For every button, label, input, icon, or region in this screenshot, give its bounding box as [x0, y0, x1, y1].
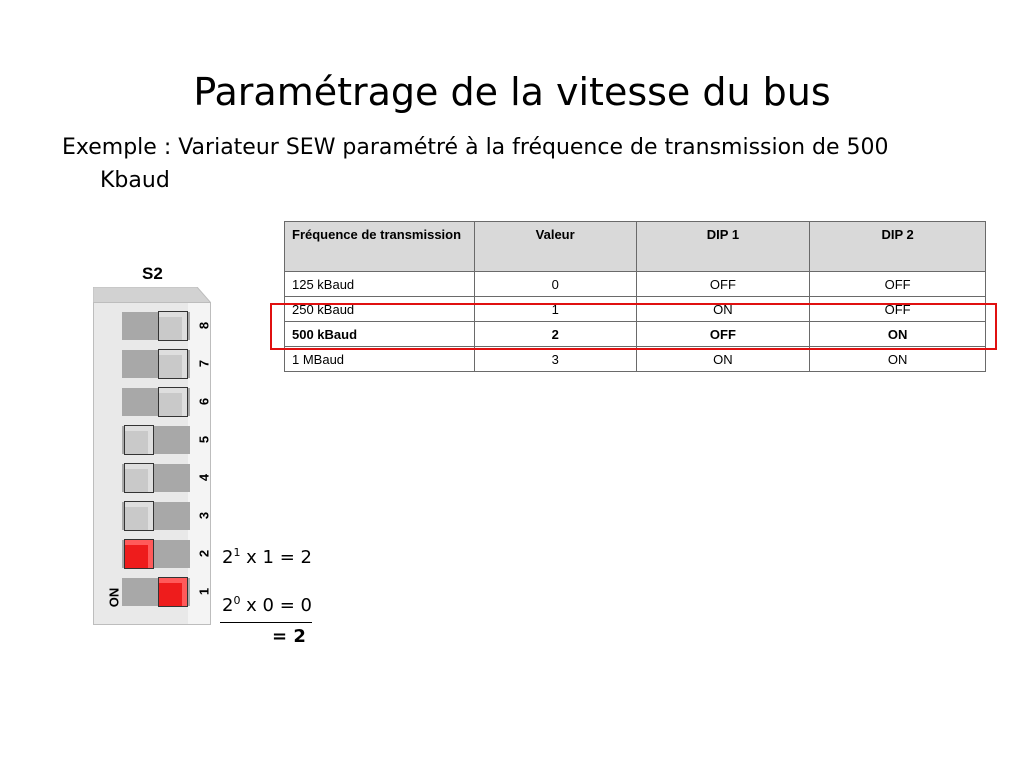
dip-number-7: 7: [196, 359, 212, 368]
on-label: ON: [106, 587, 122, 608]
header-frequence: Fréquence de transmission: [285, 222, 475, 272]
slide-title: Paramétrage de la vitesse du bus: [193, 70, 831, 114]
formula-1-rest: x 1 = 2: [240, 547, 312, 568]
subtitle-line-1: Exemple : Variateur SEW paramétré à la fréquence de transmission de 500: [62, 135, 889, 160]
cell-dip2: OFF: [810, 272, 986, 297]
table-row: [285, 272, 986, 297]
formula-2-rest: x 0 = 0: [240, 595, 312, 616]
formula-2-base: 2: [222, 595, 234, 616]
dip-switch-label: S2: [142, 264, 163, 283]
dip-number-3: 3: [196, 511, 212, 520]
dip-switch-top-bevel: [93, 287, 211, 303]
cell-dip2: ON: [810, 347, 986, 372]
cell-valeur: 0: [474, 272, 636, 297]
formula-line-1: [222, 546, 312, 568]
cell-dip2: OFF: [810, 297, 986, 322]
dip-knob-3: [124, 501, 154, 531]
dip-number-4: 4: [196, 473, 212, 482]
formula-1-base: 2: [222, 547, 234, 568]
dip-number-1: 1: [196, 587, 212, 596]
table-row: [285, 347, 986, 372]
table-header-row: [285, 222, 986, 272]
dip-knob-7: [158, 349, 188, 379]
cell-dip1: ON: [636, 347, 810, 372]
header-dip2: DIP 2: [810, 222, 986, 272]
header-valeur: Valeur: [474, 222, 636, 272]
formula-line-2: [222, 594, 312, 616]
formula-2-exp: 0: [233, 594, 241, 607]
dip-number-2: 2: [196, 549, 212, 558]
cell-frequence: 250 kBaud: [285, 297, 475, 322]
cell-valeur: 2: [474, 322, 636, 347]
cell-frequence: 500 kBaud: [285, 322, 475, 347]
cell-valeur: 1: [474, 297, 636, 322]
dip-knob-8: [158, 311, 188, 341]
highlight-box: [270, 303, 997, 350]
formula-1-exp: 1: [233, 546, 241, 559]
formula-sum: = 2: [272, 626, 306, 647]
dip-number-8: 8: [196, 321, 212, 330]
cell-frequence: 1 MBaud: [285, 347, 475, 372]
header-dip1: DIP 1: [636, 222, 810, 272]
dip-knob-4: [124, 463, 154, 493]
cell-dip1: ON: [636, 297, 810, 322]
dip-knob-2: [124, 539, 154, 569]
slide-subtitle: [62, 131, 962, 197]
cell-frequence: 125 kBaud: [285, 272, 475, 297]
sum-divider: [220, 622, 312, 623]
dip-number-5: 5: [196, 435, 212, 444]
subtitle-line-2: Kbaud: [100, 168, 170, 193]
cell-dip1: OFF: [636, 322, 810, 347]
cell-valeur: 3: [474, 347, 636, 372]
cell-dip1: OFF: [636, 272, 810, 297]
dip-knob-5: [124, 425, 154, 455]
dip-knob-6: [158, 387, 188, 417]
dip-number-6: 6: [196, 397, 212, 406]
dip-knob-1: [158, 577, 188, 607]
cell-dip2: ON: [810, 322, 986, 347]
